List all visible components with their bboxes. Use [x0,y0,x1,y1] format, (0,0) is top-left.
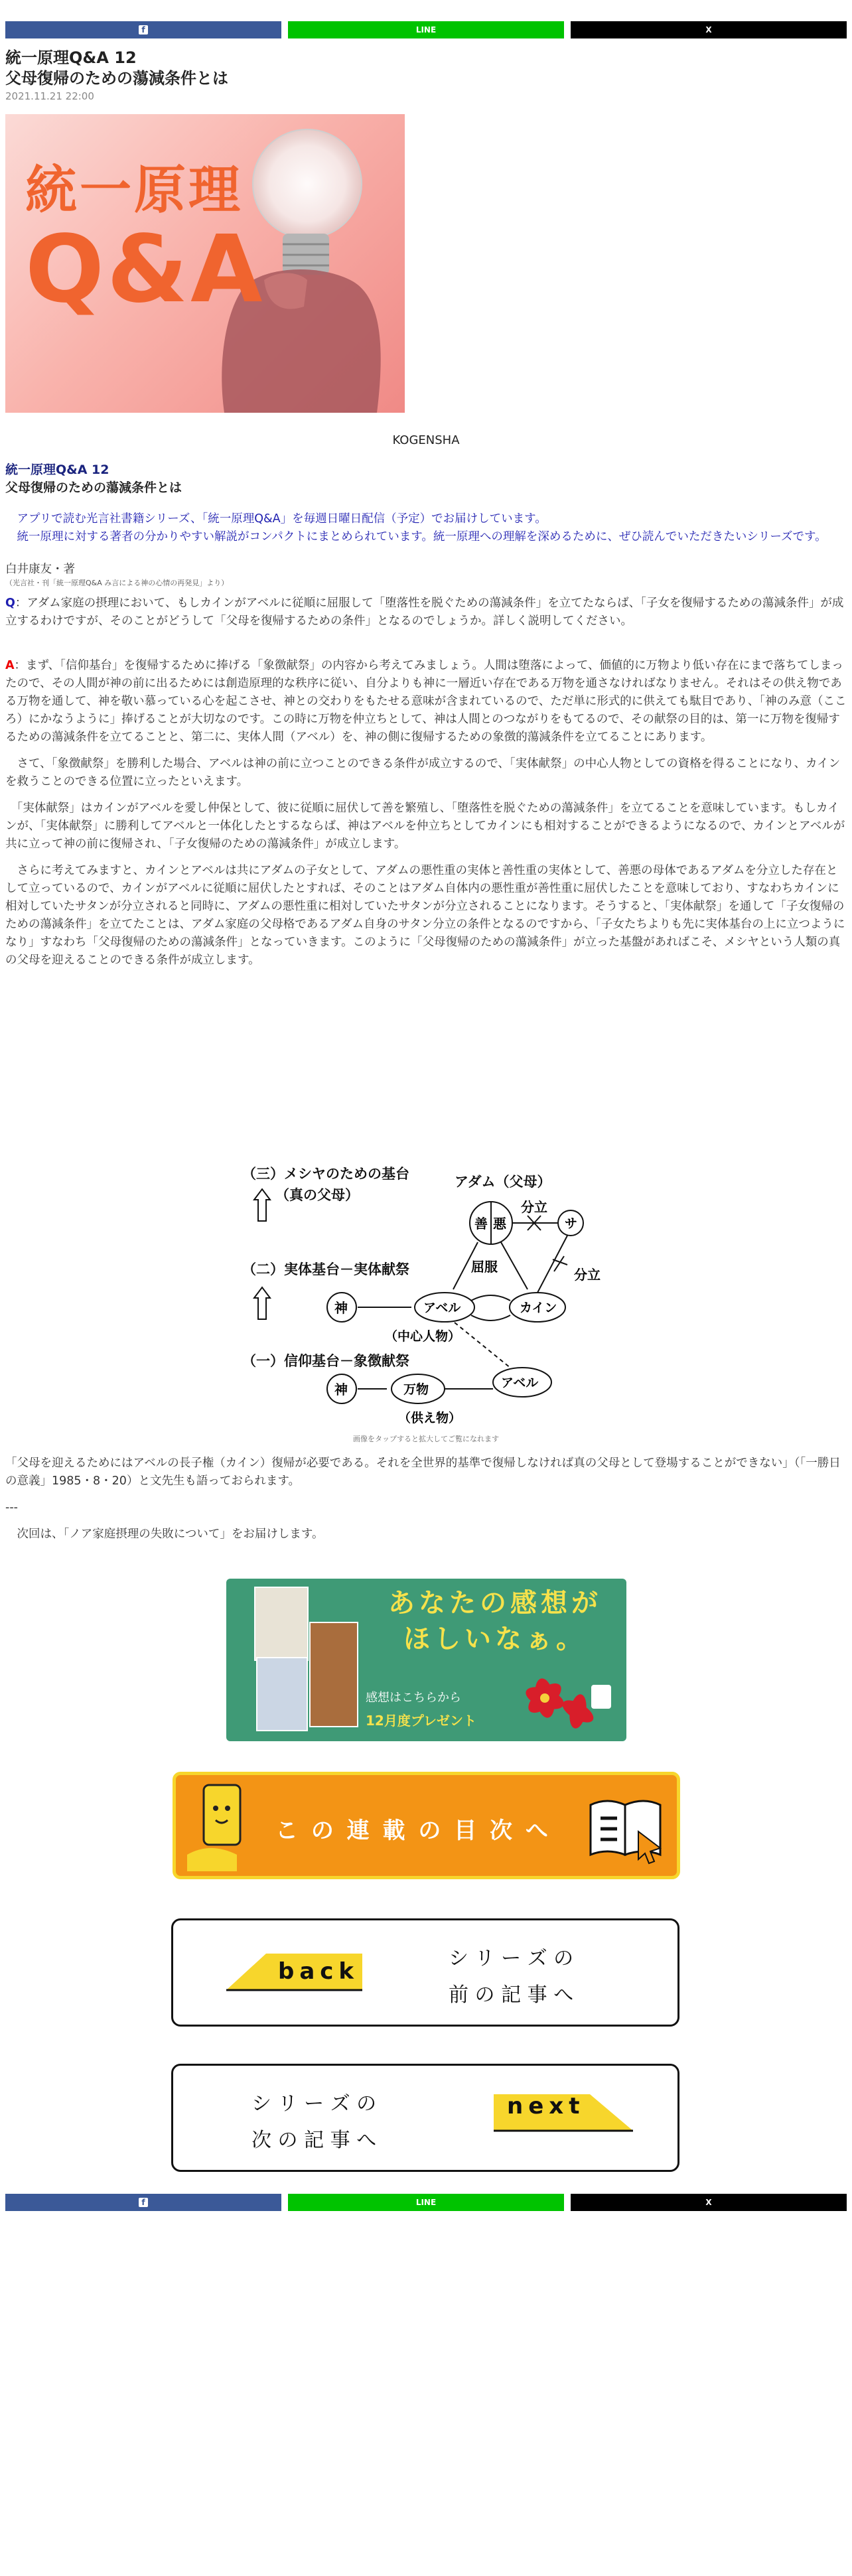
answer-text-1: ：まず、「信仰基台」を復帰するために捧げる「象徴献祭」の内容から考えてみましょう。人間は堕落によって、価値的に万物より低い存在にまで落ちてしまったので、その人間が神の前に出るためには創造原理的な秩序に従い、自分よりも神に一層近い存在である万物を通さなければなりません。それはその供え物である万物を通して、神を敬い慕っている心を起こさせ、神との交わりをもたせる意味が含まれているので、ただ単に形式的に供えても駄目であり、「神のみ意（こころ）にかなうように」捧げることが大切なのです。この時に万物を仲立ちとして、神は人間とのつながりをもてるので、その献祭の目的は、第一に万物を復帰するための蕩減条件を立てることと、第二に、実体人間（アベル）を、神の側に復帰するための象徴的蕩減条件を立てることにあります。 [5,659,847,744]
series-next-button[interactable] [171,2064,679,2172]
cain-label: カイン [520,1301,557,1315]
abel-label-2: アベル [501,1376,539,1390]
feedback-banner[interactable] [226,1579,626,1741]
separate-label-1: 分立 [521,1199,547,1215]
prev-line1: シ リ ー ズ の [449,1947,574,1970]
hero-title [25,161,265,324]
stage3-sublabel: （真の父母） [275,1187,359,1203]
answer-paragraph-3: 「実体献祭」はカインがアベルを愛し仲保として、彼に従順に屈伏して善を繁殖し、「堕落性を脱ぐための蕩減条件」を立てることを意味しています。もしカインが、「実体献祭」に勝利してアベルと一体化したとするならば、神はアベルを仲立ちとしてカインにも相対することができるようになるので、カインとアベルが共に立って神の前に復帰され、「子女復帰のための蕩減条件」が成立します。 [5,802,845,851]
next-notice: 次回は、「ノア家庭摂理の失敗について」をお届けします。 [5,1528,324,1541]
prev-text [449,1940,573,2013]
submit-label: 屈服 [471,1259,498,1275]
book-cover-2 [256,1657,308,1731]
next-line2: 次 の 記 事 へ [251,2129,377,2152]
hero-title-line1: 統一原理 [25,161,244,220]
next-text [251,2086,376,2159]
things-label: 万物 [403,1382,429,1397]
x-icon: X [705,2198,712,2207]
separator: --- [5,1501,18,1514]
up-arrow-icon [254,1287,270,1319]
series-toc-label: こ の 連 載 の 目 次 へ [275,1818,551,1844]
god-label: 神 [334,1300,348,1316]
book-cover-1 [254,1587,309,1661]
god-label-2: 神 [334,1382,348,1397]
question-text: ：アダム家庭の摂理において、もしカインがアベルに従順に屈服して「堕落性を脱ぐための蕩減条件」を立てたならば、「子女を復帰するための蕩減条件」が成立するわけですが、そのことがどうして「父母を復帰するための条件」となるのでしょうか。詳しく説明してください。 [5,597,844,628]
up-arrow-icon [254,1189,270,1221]
publisher-name: KOGENSHA [392,433,460,447]
sub-title-1: 統一原理Q&A 12 [5,463,109,477]
hero-image [5,114,405,413]
share-bar-top [5,21,847,38]
sub-title-2: 父母復帰のための蕩減条件とは [5,480,182,495]
source: （光言社・刊「統一原理Q&A み言による神の心情の再発見」より） [5,579,229,587]
share-bar-bottom [5,2194,847,2211]
article-title-line1: 統一原理Q&A 12 [5,48,137,67]
center-label: （中心人物） [385,1329,461,1344]
next-line1: シ リ ー ズ の [251,2092,377,2115]
back-tag-label: back [278,1958,360,1985]
prev-line2: 前 の 記 事 へ [449,1983,574,2007]
line-icon: LINE [415,2198,437,2207]
quote-paragraph: 「父母を迎えるためにはアベルの長子権（カイン）復帰が必要である。それを全世界的基準で復帰しなければ真の父母として登場することができない」（「一勝日の意義」1985・8・20）と文先生も語っておられます。 [5,1457,841,1488]
diagram-caption: 画像をタップすると拡大してご覧になれます [353,1435,499,1443]
a-mark: A [5,659,15,672]
answer-paragraph-4: さらに考えてみますと、カインとアベルは共にアダムの子女として、アダムの悪性重の実体と善性重の実体として、善悪の母体であるアダムを分立した存在として立っているので、カインがアベルに従順に屈伏したとすれば、そのことはアダム自体内の悪性重が善性重に屈伏したことを意味しており、すなわちカインに相対していたサタンが分立されると同時に、アダムの悪性重に相対していたサタンが分立されることになります。そうすると、「実体献祭」を通して「子女復帰のための蕩減条件」を立てたことは、アダム家庭の父母格であるアダム自身のサタン分立の条件となるのですから、「子女たちよりも先に実体基台の上に立つようになり」すなわち「父母復帰のための蕩減条件」となっていきます。このように「父母復帰のための蕩減条件」が立った基盤があればこそ、メシヤという人類の真の父母を迎えることのできる条件が成立します。 [5,864,845,967]
x-share-button[interactable] [571,2194,847,2211]
q-mark: Q [5,597,15,610]
article-date: 2021.11.21 22:00 [5,90,94,102]
author: 白井康友・著 [5,563,75,576]
feedback-subtext: 感想はこちらから [366,1691,461,1705]
poinsettia-icon [505,1665,618,1738]
next-tag-icon [490,2091,643,2135]
x-icon: X [705,25,712,35]
back-tag-icon [220,1950,372,1994]
evil-label: 悪 [493,1216,506,1232]
answer-paragraph-1 [5,657,847,747]
intro-text: アプリで読む光言社書籍シリーズ、「統一原理Q&A」を毎週日曜日配信（予定）でお届けしています。 統一原理に対する著者の分かりやすい解説がコンパクトにまとめられています。統一原理への理解を深めるために、ぜひ読んでいただきたいシリーズです。 [17,512,827,543]
facebook-icon: f [139,25,148,35]
satan-label: サ [565,1216,578,1231]
adam-label: アダム（父母） [455,1174,551,1190]
offering-label: （供え物） [398,1411,462,1425]
facebook-icon: f [139,2198,148,2207]
line-share-button[interactable] [288,2194,564,2211]
answer-paragraph-2: さて、「象徴献祭」を勝利した場合、アベルは神の前に立つことのできる条件が成立するので、「実体献祭」の中心人物としての資格を得ることになり、カインを救うことのできる位置に立ったといえます。 [5,757,841,788]
question-paragraph [5,595,847,630]
abel-label: アベル [423,1301,461,1315]
series-toc-banner[interactable] [173,1772,680,1879]
smartphone-character-icon [184,1782,257,1875]
hero-title-line2: Q&A [25,216,265,324]
feedback-headline-line1: あなたの感想が [388,1588,602,1618]
separate-label-2: 分立 [574,1267,601,1283]
feedback-present-text: 12月度プレゼント [366,1713,477,1729]
book-icon [584,1792,670,1865]
stage1-label: （一）信仰基台－象徴献祭 [242,1353,409,1369]
foundation-diagram[interactable] [236,1160,601,1431]
line-icon: LINE [415,25,437,35]
facebook-share-button[interactable] [5,2194,281,2211]
article-closing [5,1455,847,1543]
stage2-label: （二）実体基台－実体献祭 [242,1261,409,1277]
article-body [5,461,847,969]
book-cover-3 [309,1622,358,1727]
next-tag-label: next [507,2093,585,2119]
stage3-label: （三）メシヤのための基台 [242,1166,409,1182]
article-header [5,48,847,102]
feedback-headline [369,1585,621,1657]
series-prev-button[interactable] [171,1918,679,2027]
x-share-button[interactable] [571,21,847,38]
facebook-share-button[interactable] [5,21,281,38]
good-label: 善 [474,1216,488,1232]
line-share-button[interactable] [288,21,564,38]
feedback-headline-line2: ほしいなぁ。 [403,1624,587,1654]
article-title-line2: 父母復帰のための蕩減条件とは [5,69,228,88]
